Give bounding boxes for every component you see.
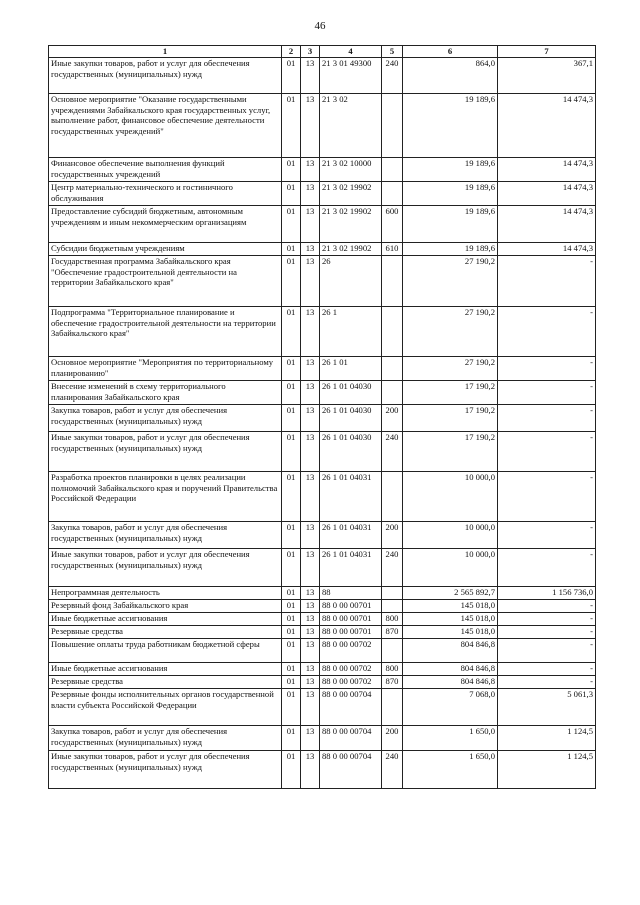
row-section-cell: 01: [282, 726, 301, 751]
row-subsection-cell: 13: [301, 549, 320, 587]
table-row: [49, 639, 596, 663]
row-section-cell: 01: [282, 689, 301, 726]
row-section-cell: 01: [282, 663, 301, 676]
row-subsection-cell: 13: [301, 94, 320, 158]
row-expense-type-cell: [382, 600, 403, 613]
row-expense-type-cell: [382, 158, 403, 182]
row-plan-amount-cell: 1 650,0: [403, 751, 498, 789]
row-expense-type-cell: [382, 587, 403, 600]
row-target-code-cell: 26: [320, 256, 382, 307]
row-subsection-cell: 13: [301, 522, 320, 549]
table-row: [49, 182, 596, 206]
row-subsection-cell: 13: [301, 600, 320, 613]
row-subsection-cell: 13: [301, 357, 320, 381]
col-header-1: 1: [49, 46, 282, 58]
row-target-code-cell: 21 3 01 49300: [320, 58, 382, 94]
row-subsection-cell: 13: [301, 613, 320, 626]
row-target-code-cell: 21 3 02 19902: [320, 182, 382, 206]
row-actual-amount-cell: -: [498, 381, 596, 405]
table-row: [49, 549, 596, 587]
row-actual-amount-cell: -: [498, 676, 596, 689]
row-subsection-cell: 13: [301, 587, 320, 600]
col-header-4: 4: [320, 46, 382, 58]
table-row: [49, 626, 596, 639]
row-expense-type-cell: 200: [382, 405, 403, 432]
row-actual-amount-cell: -: [498, 626, 596, 639]
row-expense-type-cell: [382, 472, 403, 522]
row-plan-amount-cell: 804 846,8: [403, 676, 498, 689]
row-section-cell: 01: [282, 587, 301, 600]
row-plan-amount-cell: 7 068,0: [403, 689, 498, 726]
row-subsection-cell: 13: [301, 472, 320, 522]
row-actual-amount-cell: 1 156 736,0: [498, 587, 596, 600]
header-row: [49, 46, 596, 58]
row-target-code-cell: 88 0 00 00704: [320, 689, 382, 726]
col-header-7: 7: [498, 46, 596, 58]
row-plan-amount-cell: 27 190,2: [403, 307, 498, 357]
row-section-cell: 01: [282, 549, 301, 587]
row-name-cell: Государственная программа Забайкальского края "Обеспечение градостроительной деятельности на территории Забайкальского края": [49, 256, 282, 307]
table-row: [49, 472, 596, 522]
col-header-5: 5: [382, 46, 403, 58]
row-name-cell: Резервный фонд Забайкальского края: [49, 600, 282, 613]
row-subsection-cell: 13: [301, 726, 320, 751]
row-name-cell: Резервные фонды исполнительных органов государственной власти субъекта Российской Федерации: [49, 689, 282, 726]
row-section-cell: 01: [282, 381, 301, 405]
row-expense-type-cell: 240: [382, 432, 403, 472]
row-target-code-cell: 26 1 01: [320, 357, 382, 381]
row-plan-amount-cell: 804 846,8: [403, 639, 498, 663]
row-name-cell: Непрограммная деятельность: [49, 587, 282, 600]
row-name-cell: Разработка проектов планировки в целях реализации полномочий Забайкальского края и поручений Правительства Российской Федерации: [49, 472, 282, 522]
row-expense-type-cell: 240: [382, 549, 403, 587]
row-actual-amount-cell: -: [498, 256, 596, 307]
table-row: [49, 663, 596, 676]
table-row: [49, 522, 596, 549]
row-plan-amount-cell: 10 000,0: [403, 522, 498, 549]
row-target-code-cell: 26 1 01 04030: [320, 432, 382, 472]
row-name-cell: Предоставление субсидий бюджетным, автономным учреждениям и иным некоммерческим организациям: [49, 206, 282, 243]
row-plan-amount-cell: 17 190,2: [403, 381, 498, 405]
table-row: [49, 751, 596, 789]
row-target-code-cell: 21 3 02 19902: [320, 243, 382, 256]
row-subsection-cell: 13: [301, 182, 320, 206]
row-expense-type-cell: [382, 182, 403, 206]
row-expense-type-cell: 870: [382, 626, 403, 639]
row-target-code-cell: 26 1 01 04031: [320, 549, 382, 587]
row-expense-type-cell: 240: [382, 751, 403, 789]
row-actual-amount-cell: 14 474,3: [498, 94, 596, 158]
table-row: [49, 726, 596, 751]
table-row: [49, 587, 596, 600]
row-actual-amount-cell: 14 474,3: [498, 243, 596, 256]
row-name-cell: Иные закупки товаров, работ и услуг для обеспечения государственных (муниципальных) нужд: [49, 549, 282, 587]
row-subsection-cell: 13: [301, 639, 320, 663]
row-target-code-cell: 26 1 01 04030: [320, 405, 382, 432]
row-actual-amount-cell: -: [498, 613, 596, 626]
row-expense-type-cell: 800: [382, 613, 403, 626]
row-actual-amount-cell: -: [498, 405, 596, 432]
row-plan-amount-cell: 19 189,6: [403, 94, 498, 158]
row-section-cell: 01: [282, 158, 301, 182]
row-actual-amount-cell: 367,1: [498, 58, 596, 94]
table-row: [49, 432, 596, 472]
row-expense-type-cell: [382, 307, 403, 357]
row-plan-amount-cell: 10 000,0: [403, 549, 498, 587]
row-subsection-cell: 13: [301, 381, 320, 405]
row-subsection-cell: 13: [301, 256, 320, 307]
row-subsection-cell: 13: [301, 307, 320, 357]
budget-table: [48, 45, 596, 789]
row-name-cell: Закупка товаров, работ и услуг для обеспечения государственных (муниципальных) нужд: [49, 726, 282, 751]
table-row: [49, 256, 596, 307]
row-name-cell: Резервные средства: [49, 626, 282, 639]
row-name-cell: Центр материально-технического и гостиничного обслуживания: [49, 182, 282, 206]
row-plan-amount-cell: 19 189,6: [403, 243, 498, 256]
row-target-code-cell: 88 0 00 00702: [320, 663, 382, 676]
row-target-code-cell: 26 1 01 04031: [320, 522, 382, 549]
row-actual-amount-cell: -: [498, 472, 596, 522]
row-subsection-cell: 13: [301, 158, 320, 182]
row-expense-type-cell: [382, 357, 403, 381]
row-subsection-cell: 13: [301, 751, 320, 789]
row-target-code-cell: 88: [320, 587, 382, 600]
row-actual-amount-cell: 14 474,3: [498, 158, 596, 182]
row-target-code-cell: 88 0 00 00702: [320, 639, 382, 663]
page-number: 46: [314, 20, 326, 32]
col-header-6: 6: [403, 46, 498, 58]
row-name-cell: Закупка товаров, работ и услуг для обеспечения государственных (муниципальных) нужд: [49, 405, 282, 432]
table-body: [49, 58, 596, 789]
row-target-code-cell: 88 0 00 00704: [320, 751, 382, 789]
row-subsection-cell: 13: [301, 626, 320, 639]
row-name-cell: Иные закупки товаров, работ и услуг для обеспечения государственных (муниципальных) нужд: [49, 58, 282, 94]
row-section-cell: 01: [282, 182, 301, 206]
table-row: [49, 405, 596, 432]
table-row: [49, 613, 596, 626]
row-expense-type-cell: [382, 94, 403, 158]
row-subsection-cell: 13: [301, 663, 320, 676]
row-actual-amount-cell: -: [498, 549, 596, 587]
row-name-cell: Иные закупки товаров, работ и услуг для обеспечения государственных (муниципальных) нужд: [49, 751, 282, 789]
row-plan-amount-cell: 804 846,8: [403, 663, 498, 676]
row-actual-amount-cell: -: [498, 357, 596, 381]
col-header-2: 2: [282, 46, 301, 58]
row-plan-amount-cell: 17 190,2: [403, 405, 498, 432]
row-target-code-cell: 88 0 00 00701: [320, 626, 382, 639]
row-expense-type-cell: [382, 639, 403, 663]
row-section-cell: 01: [282, 307, 301, 357]
row-actual-amount-cell: 1 124,5: [498, 726, 596, 751]
row-subsection-cell: 13: [301, 405, 320, 432]
row-actual-amount-cell: -: [498, 663, 596, 676]
row-section-cell: 01: [282, 613, 301, 626]
row-expense-type-cell: 870: [382, 676, 403, 689]
row-plan-amount-cell: 27 190,2: [403, 256, 498, 307]
table-row: [49, 206, 596, 243]
row-actual-amount-cell: -: [498, 432, 596, 472]
row-name-cell: Основное мероприятие "Оказание государственными учреждениями Забайкальского края государственных услуг, выполнение работ, финансовое обеспечение деятельности государственных учреждений": [49, 94, 282, 158]
table-row: [49, 243, 596, 256]
row-expense-type-cell: [382, 381, 403, 405]
row-actual-amount-cell: 14 474,3: [498, 182, 596, 206]
row-section-cell: 01: [282, 639, 301, 663]
row-plan-amount-cell: 27 190,2: [403, 357, 498, 381]
row-plan-amount-cell: 19 189,6: [403, 158, 498, 182]
row-subsection-cell: 13: [301, 432, 320, 472]
row-target-code-cell: 21 3 02 19902: [320, 206, 382, 243]
row-section-cell: 01: [282, 522, 301, 549]
row-plan-amount-cell: 10 000,0: [403, 472, 498, 522]
row-expense-type-cell: [382, 256, 403, 307]
row-plan-amount-cell: 1 650,0: [403, 726, 498, 751]
row-actual-amount-cell: 14 474,3: [498, 206, 596, 243]
row-section-cell: 01: [282, 94, 301, 158]
table-row: [49, 158, 596, 182]
table-row: [49, 600, 596, 613]
row-target-code-cell: 26 1 01 04031: [320, 472, 382, 522]
row-subsection-cell: 13: [301, 243, 320, 256]
row-section-cell: 01: [282, 206, 301, 243]
row-plan-amount-cell: 145 018,0: [403, 613, 498, 626]
row-plan-amount-cell: 19 189,6: [403, 182, 498, 206]
table-row: [49, 58, 596, 94]
row-name-cell: Иные закупки товаров, работ и услуг для обеспечения государственных (муниципальных) нужд: [49, 432, 282, 472]
row-section-cell: 01: [282, 256, 301, 307]
row-expense-type-cell: 200: [382, 522, 403, 549]
row-name-cell: Субсидии бюджетным учреждениям: [49, 243, 282, 256]
table-row: [49, 689, 596, 726]
row-section-cell: 01: [282, 751, 301, 789]
row-plan-amount-cell: 145 018,0: [403, 626, 498, 639]
row-section-cell: 01: [282, 243, 301, 256]
row-section-cell: 01: [282, 472, 301, 522]
row-target-code-cell: 21 3 02: [320, 94, 382, 158]
row-target-code-cell: 88 0 00 00702: [320, 676, 382, 689]
row-target-code-cell: 88 0 00 00701: [320, 613, 382, 626]
row-plan-amount-cell: 2 565 892,7: [403, 587, 498, 600]
row-expense-type-cell: 600: [382, 206, 403, 243]
row-target-code-cell: 26 1 01 04030: [320, 381, 382, 405]
row-name-cell: Повышение оплаты труда работникам бюджетной сферы: [49, 639, 282, 663]
row-expense-type-cell: 200: [382, 726, 403, 751]
row-subsection-cell: 13: [301, 58, 320, 94]
table-row: [49, 307, 596, 357]
row-subsection-cell: 13: [301, 689, 320, 726]
table-row: [49, 381, 596, 405]
row-section-cell: 01: [282, 58, 301, 94]
row-subsection-cell: 13: [301, 676, 320, 689]
row-plan-amount-cell: 145 018,0: [403, 600, 498, 613]
row-actual-amount-cell: -: [498, 639, 596, 663]
row-actual-amount-cell: -: [498, 522, 596, 549]
row-actual-amount-cell: -: [498, 307, 596, 357]
row-expense-type-cell: [382, 689, 403, 726]
table-row: [49, 676, 596, 689]
row-expense-type-cell: 610: [382, 243, 403, 256]
row-target-code-cell: 21 3 02 10000: [320, 158, 382, 182]
row-name-cell: Основное мероприятие "Мероприятия по территориальному планированию": [49, 357, 282, 381]
row-section-cell: 01: [282, 405, 301, 432]
row-name-cell: Закупка товаров, работ и услуг для обеспечения государственных (муниципальных) нужд: [49, 522, 282, 549]
row-target-code-cell: 26 1: [320, 307, 382, 357]
row-name-cell: Финансовое обеспечение выполнения функций государственных учреждений: [49, 158, 282, 182]
row-section-cell: 01: [282, 357, 301, 381]
row-plan-amount-cell: 17 190,2: [403, 432, 498, 472]
row-section-cell: 01: [282, 432, 301, 472]
row-name-cell: Подпрограмма "Территориальное планирование и обеспечение градостроительной деятельности на территории Забайкальского края": [49, 307, 282, 357]
table-row: [49, 357, 596, 381]
row-plan-amount-cell: 19 189,6: [403, 206, 498, 243]
row-actual-amount-cell: 1 124,5: [498, 751, 596, 789]
row-name-cell: Резервные средства: [49, 676, 282, 689]
row-plan-amount-cell: 864,0: [403, 58, 498, 94]
row-expense-type-cell: 240: [382, 58, 403, 94]
row-subsection-cell: 13: [301, 206, 320, 243]
row-name-cell: Внесение изменений в схему территориального планирования Забайкальского края: [49, 381, 282, 405]
row-section-cell: 01: [282, 626, 301, 639]
row-target-code-cell: 88 0 00 00701: [320, 600, 382, 613]
row-target-code-cell: 88 0 00 00704: [320, 726, 382, 751]
table-row: [49, 94, 596, 158]
row-section-cell: 01: [282, 676, 301, 689]
row-name-cell: Иные бюджетные ассигнования: [49, 663, 282, 676]
row-expense-type-cell: 800: [382, 663, 403, 676]
col-header-3: 3: [301, 46, 320, 58]
row-actual-amount-cell: -: [498, 600, 596, 613]
row-name-cell: Иные бюджетные ассигнования: [49, 613, 282, 626]
row-actual-amount-cell: 5 061,3: [498, 689, 596, 726]
row-section-cell: 01: [282, 600, 301, 613]
